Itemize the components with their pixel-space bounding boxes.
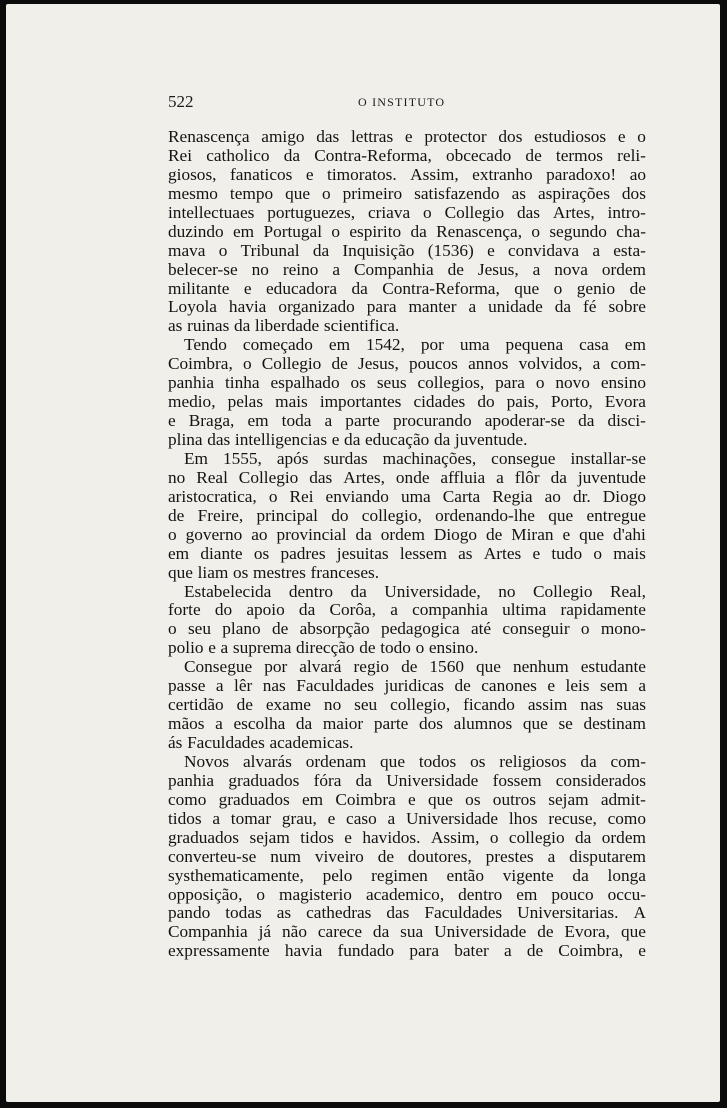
text-line: no Real Collegio das Artes, onde affluia a flôr da juventude bbox=[168, 467, 646, 487]
text-line: systhematicamente, pelo regimen então vigente da longa bbox=[168, 865, 646, 885]
body-text bbox=[168, 128, 646, 961]
text-line: e Braga, em toda a parte procurando apoderar-se da disci- bbox=[168, 411, 646, 431]
paragraph bbox=[168, 128, 646, 336]
text-line: plina das intelligencias e da educação da juventude. bbox=[168, 430, 528, 449]
text-line: Estabelecida dentro da Universidade, no Collegio Real, bbox=[184, 581, 646, 601]
text-line: Renascença amigo das lettras e protector dos estudiosos e o bbox=[168, 127, 646, 146]
text-line: ás Faculdades academicas. bbox=[168, 733, 354, 752]
text-line: intellectuaes portuguezes, criava o Collegio das Artes, intro- bbox=[168, 202, 646, 222]
text-line: que liam os mestres franceses. bbox=[168, 562, 380, 582]
paragraph bbox=[168, 450, 646, 583]
text-line: aristocratica, o Rei enviando uma Carta Regia ao dr. Diogo bbox=[168, 486, 646, 506]
text-line: o seu plano de absorpção pedagogica até conseguir o mono- bbox=[168, 619, 646, 639]
paragraph bbox=[168, 753, 646, 961]
text-line: mãos a escolha da maior parte dos alumnos que se destinam bbox=[168, 714, 646, 734]
text-line: de Freire, principal do collegio, ordenando-lhe que entregue bbox=[168, 505, 646, 525]
text-line: Rei catholico da Contra-Reforma, obcecado de termos reli- bbox=[168, 145, 646, 165]
text-line: graduados sejam tidos e havidos. Assim, o collegio da ordem bbox=[168, 827, 646, 847]
page-header bbox=[168, 92, 648, 112]
paragraph bbox=[168, 583, 646, 659]
paragraph bbox=[168, 658, 646, 753]
text-line: passe a lêr nas Faculdades juridicas de canones e leis sem a bbox=[168, 676, 646, 696]
text-line: giosos, fanaticos e timoratos. Assim, extranho paradoxo! ao bbox=[168, 164, 646, 184]
text-line: polio e a suprema direcção de todo o ensino. bbox=[168, 638, 479, 658]
text-line: Tendo começado em 1542, por uma pequena casa em bbox=[184, 335, 646, 355]
text-line: medio, pelas mais importantes cidades do pais, Porto, Evora bbox=[168, 392, 646, 412]
text-line: em diante os padres jesuitas lessem as Artes e tudo o mais bbox=[168, 543, 646, 563]
text-line: converteu-se num viveiro de doutores, prestes a disputarem bbox=[168, 846, 646, 866]
text-line: Em 1555, após surdas machinações, consegue installar-se bbox=[184, 448, 646, 468]
page-number: 522 bbox=[168, 92, 194, 111]
text-line: mava o Tribunal da Inquisição (1536) e convidava a esta- bbox=[168, 240, 646, 260]
text-line: tidos a tomar grau, e caso a Universidade lhos recuse, como bbox=[168, 808, 646, 828]
text-line: Coimbra, o Collegio de Jesus, poucos annos volvidos, a com- bbox=[168, 354, 646, 374]
text-line: as ruinas da liberdade scientifica. bbox=[168, 316, 400, 336]
text-line: Loyola havia organizado para manter a unidade da fé sobre bbox=[168, 297, 646, 317]
running-title: O INSTITUTO bbox=[358, 95, 446, 109]
text-line: opposição, o magisterio academico, dentro em pouco occu- bbox=[168, 884, 646, 904]
text-line: pando todas as cathedras das Faculdades Universitarias. A bbox=[168, 903, 646, 923]
text-line: Companhia já não carece da sua Universidade de Evora, que bbox=[168, 922, 646, 942]
text-line: mesmo tempo que o primeiro satisfazendo as aspirações dos bbox=[168, 183, 646, 203]
text-line: forte do apoio da Corôa, a companhia ultima rapidamente bbox=[168, 600, 646, 620]
text-line: Consegue por alvará regio de 1560 que nenhum estudante bbox=[184, 657, 646, 677]
text-line: expressamente havia fundado para bater a de Coimbra, e bbox=[168, 941, 646, 961]
paragraph bbox=[168, 336, 646, 450]
text-line: belecer-se no reino a Companhia de Jesus, a nova ordem bbox=[168, 259, 646, 279]
text-line: militante e educadora da Contra-Reforma, que o genio de bbox=[168, 278, 646, 298]
text-line: certidão de exame no seu collegio, ficando assim nas suas bbox=[168, 695, 646, 715]
text-line: duzindo em Portugal o espirito da Renascença, o segundo cha- bbox=[168, 221, 646, 241]
text-line: panhia graduados fóra da Universidade fossem considerados bbox=[168, 770, 646, 790]
text-line: como graduados em Coimbra e que os outros sejam admit- bbox=[168, 789, 646, 809]
text-line: Novos alvarás ordenam que todos os religiosos da com- bbox=[184, 751, 646, 771]
text-line: panhia tinha espalhado os seus collegios, para o novo ensino bbox=[168, 373, 646, 393]
text-line: o governo ao provincial da ordem Diogo de Miran e que d'ahi bbox=[168, 524, 646, 544]
book-page bbox=[6, 4, 720, 1102]
